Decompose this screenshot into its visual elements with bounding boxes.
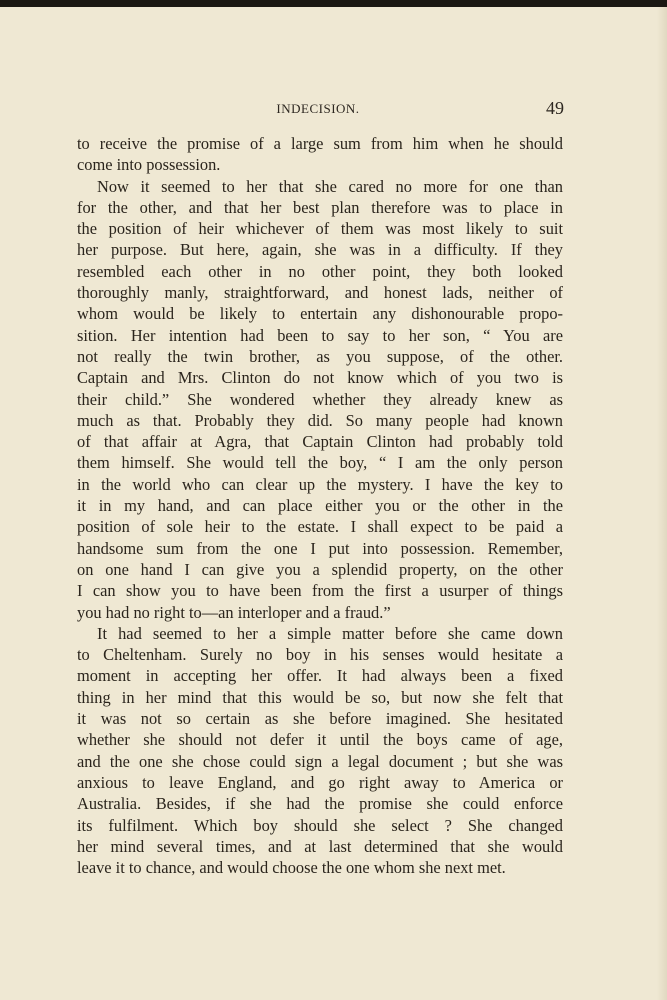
- text-line: you had no right to—an interloper and a fraud.”: [77, 602, 391, 622]
- text-line: come into possession.: [77, 155, 221, 175]
- text-line: the position of heir whichever of them was most likely to suit: [77, 219, 563, 239]
- text-line: Captain and Mrs. Clinton do not know which of you two is: [77, 368, 563, 388]
- text-line: not really the twin brother, as you suppose, of the other.: [77, 346, 563, 366]
- page-number: 49: [546, 98, 564, 118]
- text-line: in the world who can clear up the mystery. I have the key to: [77, 474, 563, 494]
- text-line: whether she should not defer it until the boys came of age,: [77, 730, 563, 750]
- text-line: I can show you to have been from the first a usurper of things: [77, 581, 563, 601]
- text-line: it in my hand, and can place either you or the other in the: [77, 496, 563, 516]
- text-line: it was not so certain as she before imagined. She hesitated: [77, 709, 563, 729]
- text-line: anxious to leave England, and go right away to America or: [77, 772, 563, 792]
- text-line: her purpose. But here, again, she was in a difficulty. If they: [77, 240, 563, 260]
- text-line: leave it to chance, and would choose the one whom she next met.: [77, 858, 506, 878]
- text-line: for the other, and that her best plan therefore was to place in: [77, 197, 563, 217]
- running-title: INDECISION.: [276, 101, 360, 116]
- text-line: whom would be likely to entertain any dishonourable propo-: [77, 304, 563, 324]
- text-line: to receive the promise of a large sum from him when he should: [77, 134, 563, 153]
- text-line: of that affair at Agra, that Captain Clinton had probably told: [77, 432, 563, 452]
- text-line: resembled each other in no other point, they both looked: [77, 261, 563, 281]
- text-line: them himself. She would tell the boy, “ I am the only person: [77, 453, 563, 473]
- text-line: its fulfilment. Which boy should she select ? She changed: [77, 815, 563, 835]
- text-line: sition. Her intention had been to say to her son, “ You are: [77, 325, 563, 345]
- text-line: Australia. Besides, if she had the promise she could enforce: [77, 794, 563, 814]
- text-line: It had seemed to her a simple matter before she came down: [97, 623, 563, 643]
- scan-top-border: [0, 0, 667, 7]
- text-line: and the one she chose could sign a legal document ; but she was: [77, 751, 563, 771]
- text-line: on one hand I can give you a splendid property, on the other: [77, 559, 563, 579]
- text-line: handsome sum from the one I put into possession. Remember,: [77, 538, 563, 558]
- running-head: [70, 98, 566, 121]
- text-line: their child.” She wondered whether they already knew as: [77, 389, 563, 409]
- text-line: Now it seemed to her that she cared no more for one than: [97, 176, 563, 196]
- text-line: much as that. Probably they did. So many people had known: [77, 410, 563, 430]
- page-edge-shadow: [657, 7, 667, 1000]
- text-line: moment in accepting her offer. It had always been a fixed: [77, 666, 563, 686]
- body-text: [77, 133, 563, 878]
- text-line: her mind several times, and at last determined that she would: [77, 836, 563, 856]
- text-line: position of sole heir to the estate. I shall expect to be paid a: [77, 517, 563, 537]
- text-line: thoroughly manly, straightforward, and honest lads, neither of: [77, 283, 563, 303]
- text-line: thing in her mind that this would be so, but now she felt that: [77, 687, 563, 707]
- text-line: to Cheltenham. Surely no boy in his senses would hesitate a: [77, 645, 563, 665]
